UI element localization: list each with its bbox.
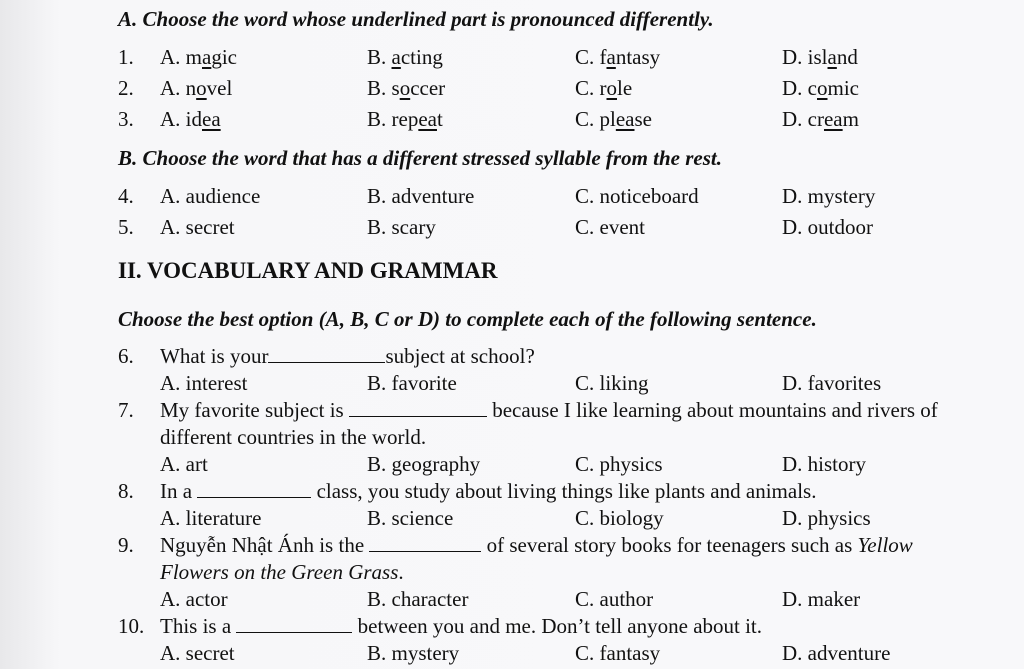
option-c: C. please — [575, 107, 652, 131]
option-a: A. secret — [160, 641, 235, 665]
question-text: This is a between you and me. Don’t tell anyone about it. — [160, 614, 763, 638]
option-b: B. favorite — [367, 371, 457, 395]
answer-blank — [236, 614, 352, 633]
option-d: D. cream — [782, 107, 859, 131]
option-a: A. novel — [160, 76, 233, 100]
section-b-heading: B. Choose the word that has a different stressed syllable from the rest. — [118, 146, 722, 170]
option-a: A. literature — [160, 506, 262, 530]
option-d: D. comic — [782, 76, 859, 100]
question-stem — [0, 532, 1024, 558]
question-row — [0, 183, 1024, 209]
answer-blank — [268, 344, 385, 363]
option-c: C. biology — [575, 506, 664, 530]
option-d: D. outdoor — [782, 215, 873, 239]
option-b: B. scary — [367, 215, 436, 239]
option-d: D. mystery — [782, 184, 876, 208]
options-row — [0, 370, 1024, 396]
question-number: 10. — [118, 614, 145, 638]
question-row — [0, 44, 1024, 70]
option-a: A. interest — [160, 371, 248, 395]
option-d: D. island — [782, 45, 858, 69]
option-a: A. audience — [160, 184, 261, 208]
section-instruction: Choose the best option (A, B, C or D) to complete each of the following sentence. — [118, 307, 817, 331]
option-d: D. favorites — [782, 371, 882, 395]
question-row — [0, 106, 1024, 132]
question-number: 4. — [118, 184, 134, 208]
question-text: Nguyễn Nhật Ánh is the of several story books for teenagers such as Yellow — [160, 533, 913, 557]
option-d: D. physics — [782, 506, 871, 530]
option-c: C. physics — [575, 452, 663, 476]
option-a: A. idea — [160, 107, 221, 131]
option-c: C. event — [575, 215, 645, 239]
question-number: 3. — [118, 107, 134, 131]
answer-blank — [197, 479, 311, 498]
question-text: My favorite subject is because I like learning about mountains and rivers of — [160, 398, 938, 422]
option-a: A. actor — [160, 587, 228, 611]
option-b: B. acting — [367, 45, 443, 69]
options-row — [0, 640, 1024, 666]
option-d: D. adventure — [782, 641, 891, 665]
question-row — [0, 214, 1024, 240]
option-a: A. secret — [160, 215, 235, 239]
section-a-heading: A. Choose the word whose underlined part is pronounced differently. — [118, 7, 714, 31]
option-d: D. maker — [782, 587, 861, 611]
option-b: B. mystery — [367, 641, 460, 665]
question-number: 9. — [118, 533, 134, 557]
option-c: C. role — [575, 76, 633, 100]
answer-blank — [369, 533, 481, 552]
question-text-line2: different countries in the world. — [160, 425, 427, 449]
option-b: B. science — [367, 506, 454, 530]
option-c: C. noticeboard — [575, 184, 699, 208]
question-number: 5. — [118, 215, 134, 239]
option-b: B. repeat — [367, 107, 443, 131]
option-d: D. history — [782, 452, 866, 476]
option-b: B. soccer — [367, 76, 446, 100]
answer-blank — [349, 398, 487, 417]
question-stem — [0, 613, 1024, 639]
option-a: A. magic — [160, 45, 237, 69]
option-c: C. fantasy — [575, 641, 661, 665]
option-b: B. adventure — [367, 184, 475, 208]
options-row — [0, 505, 1024, 531]
options-row — [0, 586, 1024, 612]
question-text: In a class, you study about living things like plants and animals. — [160, 479, 817, 503]
question-text: What is your subject at school? — [160, 344, 535, 368]
question-row — [0, 75, 1024, 101]
question-number: 7. — [118, 398, 134, 422]
section-title: II. VOCABULARY AND GRAMMAR — [118, 258, 498, 283]
question-stem-continued — [0, 424, 1024, 450]
options-row — [0, 451, 1024, 477]
option-c: C. author — [575, 587, 654, 611]
question-number: 2. — [118, 76, 134, 100]
option-c: C. fantasy — [575, 45, 661, 69]
option-b: B. geography — [367, 452, 481, 476]
question-stem-continued — [0, 559, 1024, 585]
option-c: C. liking — [575, 371, 649, 395]
question-text-line2: Flowers on the Green Grass. — [160, 560, 404, 584]
question-stem — [0, 478, 1024, 504]
question-stem — [0, 397, 1024, 423]
option-a: A. art — [160, 452, 208, 476]
question-stem — [0, 343, 1024, 369]
option-b: B. character — [367, 587, 469, 611]
question-number: 8. — [118, 479, 134, 503]
question-number: 1. — [118, 45, 134, 69]
question-number: 6. — [118, 344, 134, 368]
